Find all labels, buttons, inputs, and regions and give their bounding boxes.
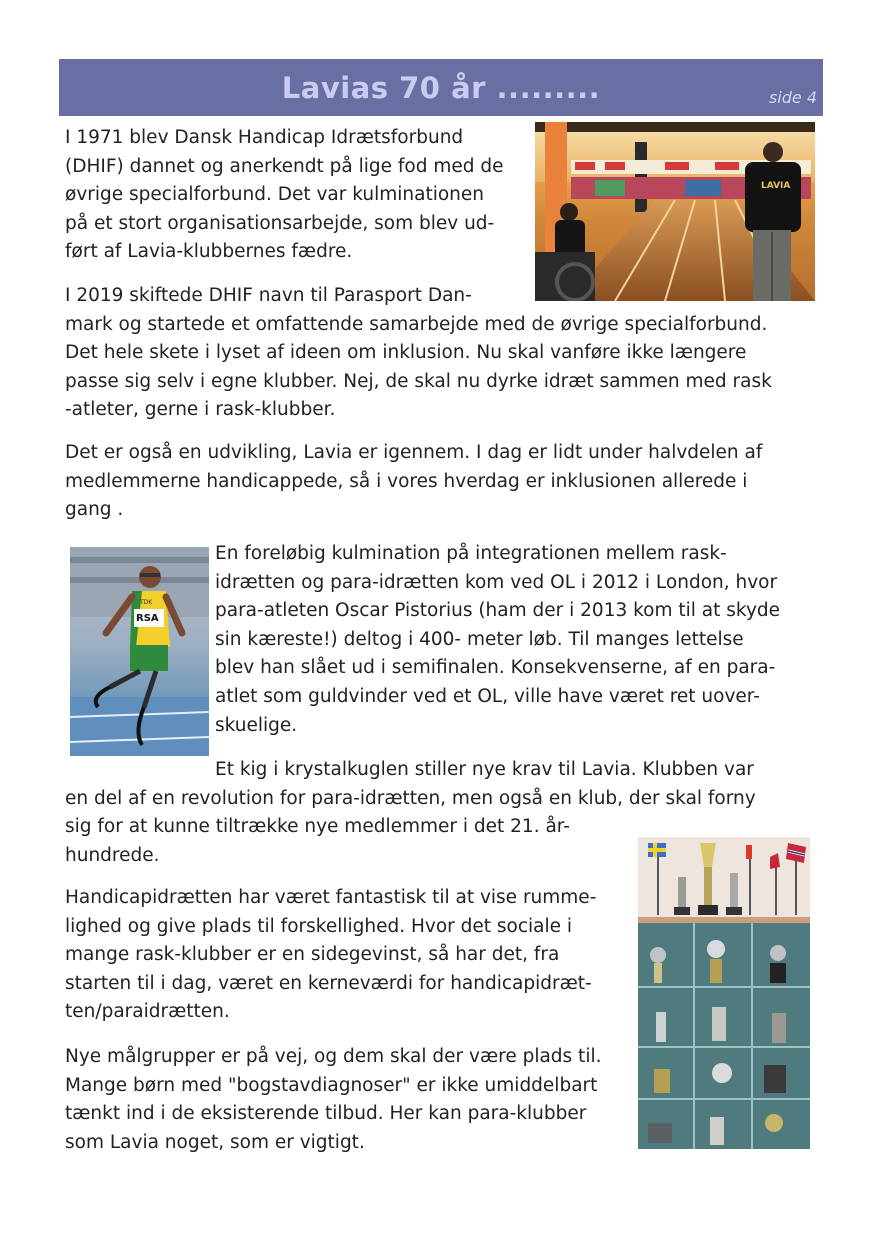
- text-line: idrætten og para-idrætten kom ved OL i 2012 i London, hvor: [215, 571, 778, 593]
- text-line: lighed og give plads til forskellighed. Hvor det sociale i: [65, 915, 573, 937]
- text-line: som Lavia noget, som er vigtigt.: [65, 1131, 365, 1153]
- paragraph-7: [65, 1043, 601, 1157]
- text-line: I 2019 skiftede DHIF navn til Parasport Dan-: [65, 285, 472, 306]
- trophy-cabinet-photo: [638, 837, 810, 1149]
- text-line: gang .: [65, 499, 124, 521]
- text-line: I 1971 blev Dansk Handicap Idrætsforbund: [65, 127, 464, 148]
- text-line: hundrede.: [65, 844, 160, 866]
- text-line: Det hele skete i lyset af ideen om inklusion. Nu skal vanføre ikke længere: [65, 342, 747, 364]
- paragraph-1: [65, 124, 504, 267]
- text-line: tænkt ind i de eksisterende tilbud. Her kan para-klubber: [65, 1103, 587, 1125]
- text-line: sin kæreste!) deltog i 400- meter løb. Til manges lettelse: [215, 628, 744, 650]
- page-number: side 4: [768, 88, 817, 107]
- athlete-sponsor-text: TDK: [140, 599, 153, 606]
- text-line: para-atleten Oscar Pistorius (ham der i 2013 kom til at skyde: [215, 600, 781, 622]
- text-line: Handicapidrætten har været fantastisk til at vise rumme-: [65, 887, 597, 908]
- text-line: på et stort organisationsarbejde, som blev ud-: [65, 212, 495, 234]
- paragraph-2: [65, 282, 772, 425]
- bowling-alley-photo: [535, 122, 815, 301]
- paragraph-3: [65, 439, 762, 525]
- text-line: mark og startede et omfattende samarbejde med de øvrige specialforbund.: [65, 313, 768, 335]
- text-line: øvrige specialforbund. Det var kulminationen: [65, 184, 485, 206]
- athlete-illustration: [70, 547, 209, 756]
- text-line: blev han slået ud i semifinalen. Konsekvenserne, af en para-: [215, 657, 776, 679]
- page-header-bar: [59, 59, 823, 116]
- text-line: passe sig selv i egne klubber. Nej, de skal nu dyrke idræt sammen med rask: [65, 370, 772, 392]
- text-line: mange rask-klubber er en sidegevinst, så har det, fra: [65, 944, 560, 966]
- text-line: (DHIF) dannet og anerkendt på lige fod med de: [65, 155, 504, 177]
- text-line: En foreløbig kulmination på integrationen mellem rask-: [215, 543, 727, 564]
- page-title: Lavias 70 år .........: [281, 71, 601, 105]
- text-line: starten til i dag, været en kerneværdi for handicapidræt-: [65, 972, 592, 994]
- bowling-illustration: [535, 122, 815, 301]
- paragraph-6: [65, 884, 596, 1027]
- shirt-text: LAVIA: [761, 181, 791, 191]
- text-line: ført af Lavia-klubbernes fædre.: [65, 241, 353, 263]
- text-line: -atleter, gerne i rask-klubber.: [65, 399, 336, 421]
- text-line: Et kig i krystalkuglen stiller nye krav til Lavia. Klubben var: [215, 759, 754, 780]
- text-line: Mange børn med "bogstavdiagnoser" er ikke umiddelbart: [65, 1074, 598, 1096]
- text-line: skuelige.: [215, 714, 298, 736]
- athlete-bib-text: RSA: [136, 613, 159, 624]
- text-line: sig for at kunne tiltrække nye medlemmer i det 21. år-: [65, 816, 570, 838]
- text-line: atlet som guldvinder ved et OL, ville have været ret uover-: [215, 685, 760, 707]
- text-line: Det er også en udvikling, Lavia er igennem. I dag er lidt under halvdelen af: [65, 442, 763, 463]
- athlete-photo: [70, 547, 209, 756]
- text-line: en del af en revolution for para-idrætten, men også en klub, der skal forny: [65, 787, 756, 809]
- text-line: Nye målgrupper er på vej, og dem skal der være plads til.: [65, 1046, 602, 1067]
- text-line: ten/paraidrætten.: [65, 1001, 230, 1023]
- trophy-illustration: [638, 837, 810, 1149]
- paragraph-4: [215, 540, 780, 740]
- text-line: medlemmerne handicappede, så i vores hverdag er inklusionen allerede i: [65, 470, 748, 492]
